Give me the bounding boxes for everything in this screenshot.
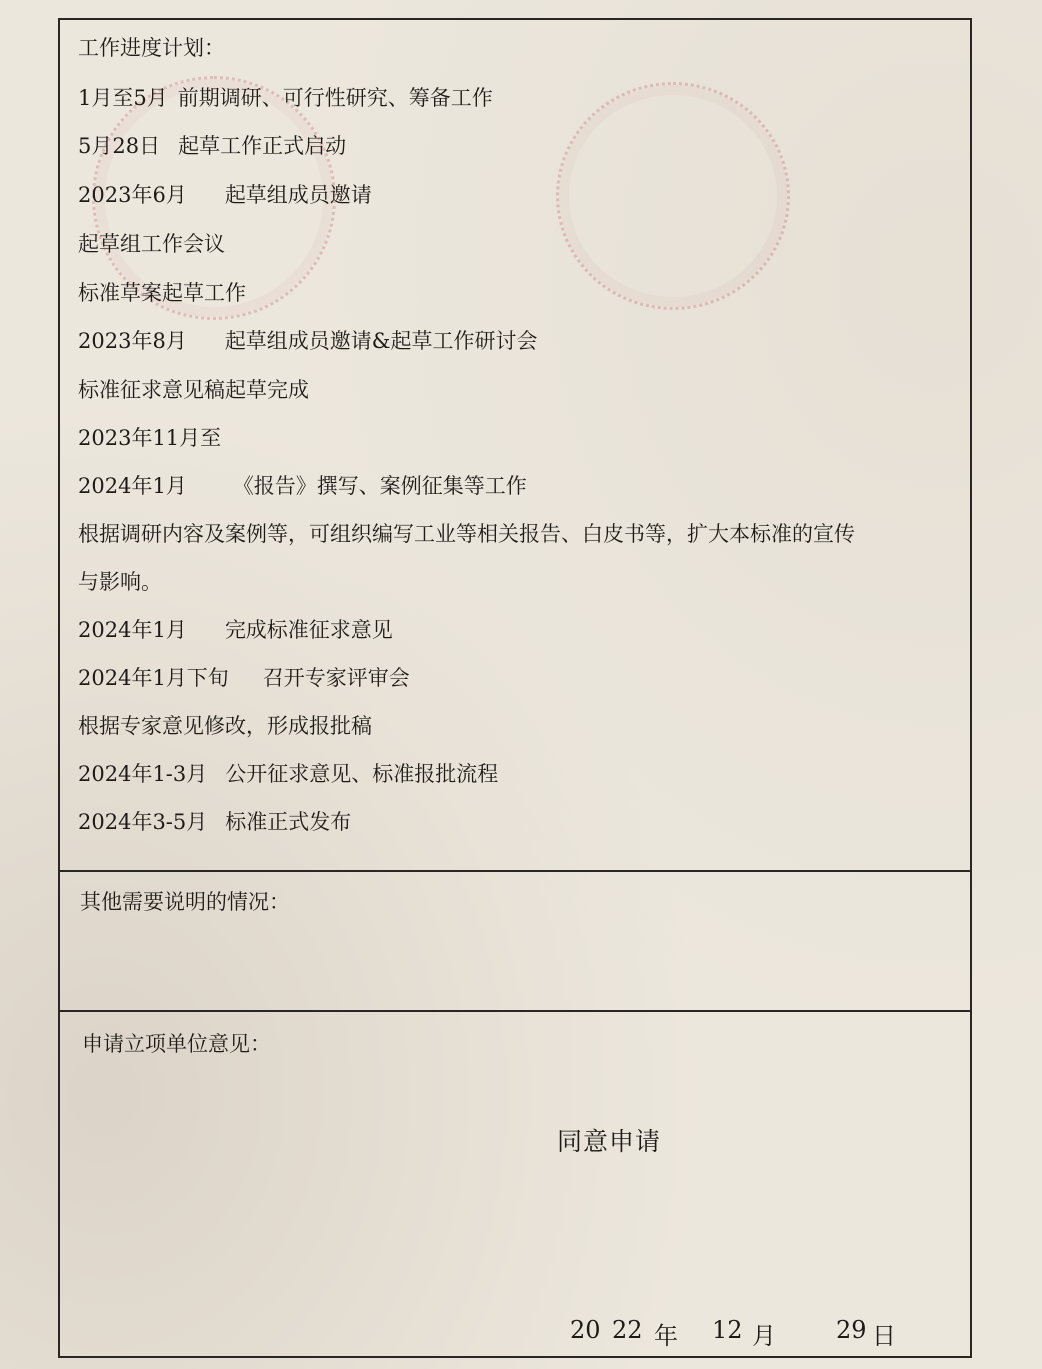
plan-row-task: 召开专家评审会 — [262, 666, 410, 690]
plan-row — [78, 472, 527, 500]
plan-row-date: 2024年1月 — [78, 474, 187, 498]
plan-row-task: 起草组成员邀请 — [224, 183, 372, 207]
plan-row-date: 2023年11月至 — [78, 426, 222, 450]
plan-row-date: 2024年1-3月 — [78, 762, 208, 786]
date-month: 12 — [712, 1316, 743, 1344]
plan-row — [78, 664, 410, 692]
form-table — [58, 18, 972, 1358]
date-month-label: 月 — [752, 1322, 776, 1350]
plan-row-task: 标准征求意见稿起草完成 — [78, 378, 309, 402]
work-plan-heading: 工作进度计划： — [78, 36, 225, 60]
plan-row — [78, 808, 351, 836]
plan-row — [78, 230, 225, 258]
approval-text: 同意申请 — [557, 1127, 662, 1156]
plan-row-task: 与影响。 — [78, 570, 162, 594]
plan-row-task: 起草组工作会议 — [78, 232, 225, 256]
date-day-label: 日 — [872, 1322, 896, 1350]
plan-row-task: 起草工作正式启动 — [178, 134, 347, 158]
plan-row — [78, 279, 246, 307]
plan-row-date: 2024年1月下旬 — [78, 666, 229, 690]
other-notes-section — [60, 872, 970, 1012]
plan-row — [78, 424, 221, 452]
work-plan-section — [60, 20, 970, 872]
plan-row — [78, 181, 372, 209]
applicant-opinion-heading: 申请立项单位意见： — [82, 1032, 271, 1056]
plan-row-task: 《报告》撰写、案例征集等工作 — [232, 474, 527, 498]
plan-row-date: 2024年1月 — [78, 618, 187, 642]
plan-row-date: 2024年3-5月 — [78, 810, 208, 834]
plan-row-task: 根据调研内容及案例等，可组织编写工业等相关报告、白皮书等，扩大本标准的宣传 — [78, 522, 855, 546]
plan-row-date: 2023年8月 — [78, 329, 187, 353]
date-year-label: 年 — [654, 1322, 678, 1350]
plan-row — [78, 712, 372, 740]
plan-row — [78, 760, 498, 788]
plan-row-task: 前期调研、可行性研究、筹备工作 — [177, 86, 493, 110]
plan-row — [78, 616, 393, 644]
plan-row-date: 5月28日 — [78, 134, 161, 158]
date-day: 29 — [836, 1316, 867, 1344]
plan-row — [78, 376, 309, 404]
date-year-second: 22 — [612, 1316, 643, 1344]
plan-row-task: 标准草案起草工作 — [78, 281, 246, 305]
plan-row-task: 根据专家意见修改，形成报批稿 — [78, 714, 372, 738]
applicant-opinion-section — [60, 1012, 970, 1356]
plan-row — [78, 132, 346, 160]
plan-row — [78, 520, 855, 548]
date-year-first: 20 — [570, 1316, 601, 1344]
other-notes-heading: 其他需要说明的情况： — [80, 890, 290, 914]
plan-row-task: 起草组成员邀请&起草工作研讨会 — [224, 329, 538, 353]
plan-row-task: 标准正式发布 — [225, 810, 352, 834]
plan-row — [78, 327, 538, 355]
plan-row — [78, 84, 493, 112]
plan-row-task: 公开征求意见、标准报批流程 — [225, 762, 499, 786]
plan-row-date: 2023年6月 — [78, 183, 187, 207]
plan-row — [78, 568, 162, 596]
plan-row-date: 1月至5月 — [78, 86, 168, 110]
plan-row-task: 完成标准征求意见 — [224, 618, 393, 642]
